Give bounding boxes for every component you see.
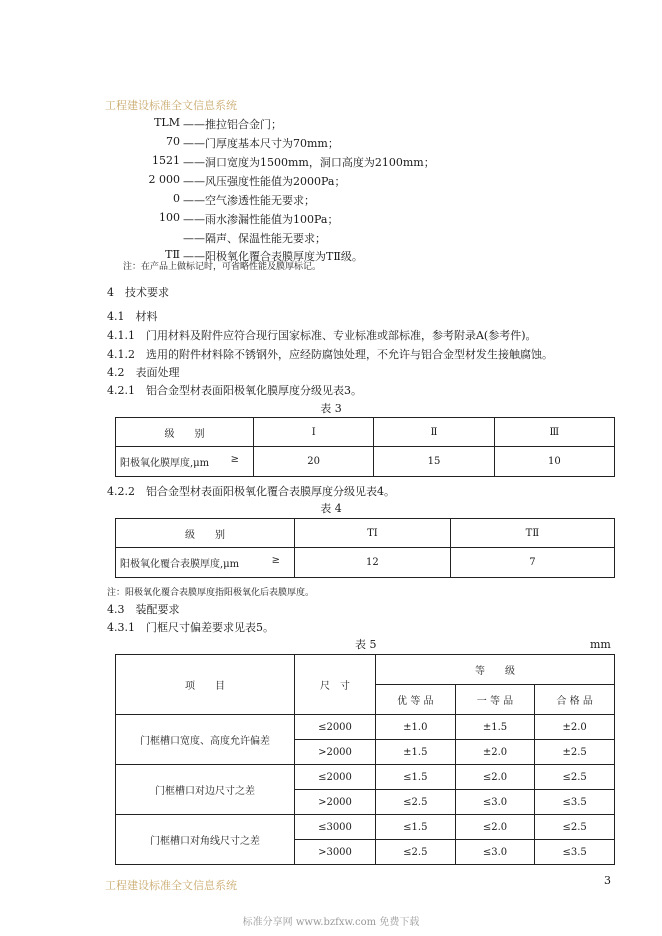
table5-header-grade-3: 合 格 品 — [535, 685, 615, 715]
table5 — [115, 654, 615, 865]
table3-value-3: 10 — [494, 447, 614, 477]
table5-group-label: 门框槽口宽度、高度允许偏差 — [116, 715, 295, 765]
table4 — [115, 518, 615, 578]
table5-header-grade-1: 优 等 品 — [376, 685, 456, 715]
section-4-1-1: 4.1.1 门用材料及附件应符合现行国家标准、专业标准或部标准，参考附录A(参考件)。 — [107, 329, 537, 342]
designation-code: 0 — [173, 192, 180, 205]
designation-text: ——隔声、保温性能无要求； — [183, 232, 326, 245]
table3-header-3: Ⅲ — [494, 418, 614, 447]
designation-code: 70 — [166, 135, 180, 148]
table3-value-2: 15 — [374, 447, 494, 477]
designation-text: ——洞口宽度为1500mm，洞口高度为2100mm； — [183, 156, 435, 169]
table5-header-grade-2: 一 等 品 — [455, 685, 535, 715]
section-4-3-1: 4.3.1 门框尺寸偏差要求见表5。 — [107, 621, 274, 634]
section-4-1-2: 4.1.2 选用的附件材料除不锈钢外，应经防腐蚀处理，不允许与铝合金型材发生接触腐蚀。 — [107, 348, 553, 361]
section-4-3: 4.3 装配要求 — [107, 603, 180, 616]
table5-size-cell: >2000 — [295, 790, 376, 815]
designation-text: ——空气渗透性能无要求； — [183, 194, 315, 207]
watermark-top: 工程建设标准全文信息系统 — [105, 99, 237, 112]
table5-value-cell: ≤2.5 — [535, 765, 615, 790]
designation-note: 注：在产品上做标记时，可省略性能及膜厚标记。 — [123, 262, 322, 272]
table5-value-cell: ≤1.5 — [376, 815, 456, 840]
designation-code: 1521 — [152, 154, 180, 167]
table5-size-cell: ≤2000 — [295, 715, 376, 740]
table5-size-cell: >3000 — [295, 840, 376, 865]
table5-value-cell: ±1.5 — [376, 740, 456, 765]
section-4-2: 4.2 表面处理 — [107, 366, 180, 379]
table3-caption: 表 3 — [320, 402, 342, 415]
designation-text: ——阳极氧化覆合表膜厚度为TⅡ级。 — [183, 250, 363, 263]
table4-value-1: 12 — [295, 548, 451, 578]
section-4-1: 4.1 材料 — [107, 310, 158, 323]
table5-unit: mm — [590, 638, 611, 651]
table5-value-cell: ≤2.5 — [376, 840, 456, 865]
table5-header-size: 尺 寸 — [295, 655, 376, 715]
section-4-heading: 4 技术要求 — [107, 286, 169, 299]
section-4-2-2: 4.2.2 铝合金型材表面阳极氧化覆合表膜厚度分级见表4。 — [107, 485, 395, 498]
table4-row-label — [116, 548, 295, 578]
table3-row-label-text: 阳极氧化膜厚度,μm — [120, 458, 210, 469]
table4-value-2: 7 — [450, 548, 614, 578]
footer-text: 标准分享网 www.bzfxw.com 免费下载 — [242, 917, 420, 928]
table5-size-cell: ≤2000 — [295, 765, 376, 790]
designation-code: TⅡ — [165, 248, 180, 261]
table5-value-cell: ±1.0 — [376, 715, 456, 740]
designation-text: ——雨水渗漏性能值为100Pa； — [183, 213, 339, 226]
table5-value-cell: ±2.0 — [455, 740, 535, 765]
table4-caption: 表 4 — [320, 502, 342, 515]
designation-code: TLM — [154, 116, 180, 129]
page-number: 3 — [604, 874, 611, 887]
table5-size-cell: >2000 — [295, 740, 376, 765]
table5-value-cell: ≤2.5 — [535, 815, 615, 840]
designation-text: ——推拉铝合金门； — [183, 118, 282, 131]
table4-row-label-text: 阳极氧化覆合表膜厚度,μm — [120, 559, 240, 570]
table4-header-level: 级 别 — [116, 519, 295, 548]
section-4-2-1: 4.2.1 铝合金型材表面阳极氧化膜厚度分级见表3。 — [107, 384, 362, 397]
table5-value-cell: ≤2.0 — [455, 765, 535, 790]
table5-value-cell: ±2.5 — [535, 740, 615, 765]
designation-text: ——门厚度基本尺寸为70mm； — [183, 137, 339, 150]
table5-size-cell: ≤3000 — [295, 815, 376, 840]
designation-text: ——风压强度性能值为2000Pa； — [183, 175, 346, 188]
table3-row-op: ≥ — [230, 454, 239, 465]
table4-note: 注：阳极氧化覆合表膜厚度指阳极氧化后表膜厚度。 — [107, 588, 315, 598]
table3 — [115, 417, 615, 477]
table5-value-cell: ≤3.0 — [455, 840, 535, 865]
table3-header-2: Ⅱ — [374, 418, 494, 447]
designation-code: 2 000 — [148, 173, 180, 186]
table3-value-1: 20 — [254, 447, 374, 477]
table5-header-item: 项 目 — [116, 655, 295, 715]
table5-value-cell: ≤2.5 — [376, 790, 456, 815]
watermark-bottom: 工程建设标准全文信息系统 — [105, 879, 237, 892]
table5-value-cell: ≤2.0 — [455, 815, 535, 840]
table5-value-cell: ≤3.5 — [535, 790, 615, 815]
table5-group-label: 门框槽口对角线尺寸之差 — [116, 815, 295, 865]
table4-header-1: TⅠ — [295, 519, 451, 548]
table5-header-grade: 等 级 — [376, 655, 615, 685]
table5-value-cell: ±2.0 — [535, 715, 615, 740]
table4-header-2: TⅡ — [450, 519, 614, 548]
table4-row-op: ≥ — [271, 555, 280, 566]
designation-code: 100 — [159, 211, 180, 224]
table5-value-cell: ≤3.5 — [535, 840, 615, 865]
table3-header-1: Ⅰ — [254, 418, 374, 447]
table5-caption: 表 5 — [355, 638, 377, 651]
table5-value-cell: ±1.5 — [455, 715, 535, 740]
table5-value-cell: ≤3.0 — [455, 790, 535, 815]
table3-header-level: 级 别 — [116, 418, 254, 447]
table3-row-label — [116, 447, 254, 477]
table5-group-label: 门框槽口对边尺寸之差 — [116, 765, 295, 815]
table5-value-cell: ≤1.5 — [376, 765, 456, 790]
